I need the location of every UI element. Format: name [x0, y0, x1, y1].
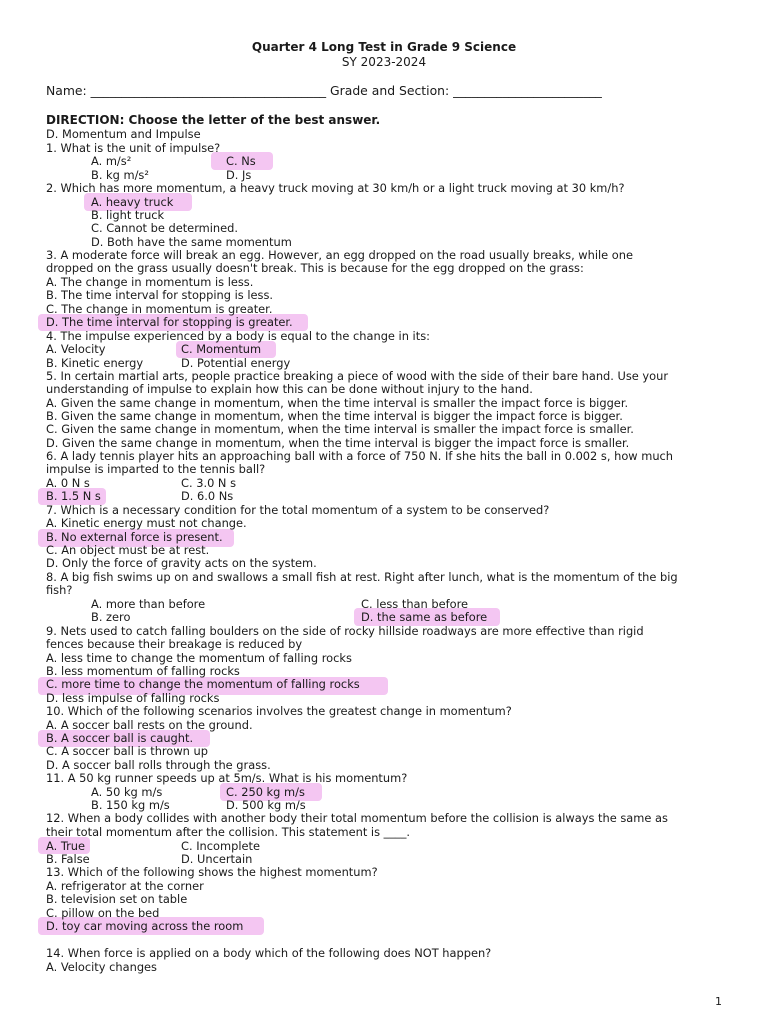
question-text-line: 3. A moderate force will break an egg. However, an egg dropped on the road usually breaks, while one: [46, 248, 634, 262]
question-text-line: B. 1.5 N s: [46, 489, 101, 503]
question-text-line: understanding of impulse to explain how this can be done without injury to the hand.: [46, 382, 533, 396]
question-text-line: D. The time interval for stopping is greater.: [46, 315, 293, 329]
question-text-line: A. Velocity: [46, 342, 106, 356]
question-text-line: A. refrigerator at the corner: [46, 879, 204, 893]
question-text-line: D. Only the force of gravity acts on the system.: [46, 556, 317, 570]
question-text-line: 1. What is the unit of impulse?: [46, 141, 221, 155]
question-text-line: B. A soccer ball is caught.: [46, 731, 194, 745]
question-text-line: A. True: [46, 839, 86, 853]
question-text-line: 13. Which of the following shows the highest momentum?: [46, 865, 378, 879]
question-text-line: C. Ns: [226, 154, 256, 168]
question-text-line: A. less time to change the momentum of falling rocks: [46, 651, 352, 665]
question-text-line: B. kg m/s²: [91, 168, 149, 182]
question-text-line: C. 3.0 N s: [181, 476, 237, 490]
question-text-line: D. toy car moving across the room: [46, 919, 244, 933]
question-text-line: D. Js: [226, 168, 252, 182]
question-text-line: fish?: [46, 583, 73, 597]
direction: DIRECTION: Choose the letter of the best answer.: [46, 113, 381, 127]
question-text-line: B. zero: [91, 610, 131, 624]
question-text-line: B. 150 kg m/s: [91, 798, 170, 812]
question-text-line: D. Uncertain: [181, 852, 253, 866]
question-text-line: B. No external force is present.: [46, 530, 223, 544]
question-text-line: B. less momentum of falling rocks: [46, 664, 240, 678]
question-text-line: C. The change in momentum is greater.: [46, 302, 273, 316]
question-text-line: A. 50 kg m/s: [91, 785, 163, 799]
question-text-line: D. Both have the same momentum: [91, 235, 292, 249]
question-text-line: 10. Which of the following scenarios involves the greatest change in momentum?: [46, 704, 512, 718]
school-year: SY 2023-2024: [341, 55, 427, 69]
name-grade-line: Name: ______________________________________ Grade and Section: ________________________: [46, 83, 602, 98]
question-text-line: A. more than before: [91, 597, 206, 611]
question-text-line: 4. The impulse experienced by a body is equal to the change in its:: [46, 329, 430, 343]
question-text-line: B. The time interval for stopping is less.: [46, 288, 273, 302]
question-text-line: 6. A lady tennis player hits an approaching ball with a force of 750 N. If she hits the ball in 0.002 s, how much: [46, 449, 674, 463]
question-text-line: D. 6.0 Ns: [181, 489, 234, 503]
question-text-line: 11. A 50 kg runner speeds up at 5m/s. What is his momentum?: [46, 771, 408, 785]
question-text-line: D. 500 kg m/s: [226, 798, 306, 812]
question-text-line: C. Momentum: [181, 342, 262, 356]
question-text-line: B. light truck: [91, 208, 165, 222]
question-text-line: A. heavy truck: [91, 195, 174, 209]
topic-heading: D. Momentum and Impulse: [46, 127, 201, 141]
question-text-line: dropped on the grass usually doesn't break. This is because for the egg dropped on the grass:: [46, 261, 584, 275]
question-text-line: 7. Which is a necessary condition for the total momentum of a system to be conserved?: [46, 503, 550, 517]
question-text-line: D. the same as before: [361, 610, 488, 624]
question-text-line: 9. Nets used to catch falling boulders on the side of rocky hillside roadways are more effective than rigid: [46, 624, 644, 638]
question-text-line: C. 250 kg m/s: [226, 785, 305, 799]
question-text-line: A. Kinetic energy must not change.: [46, 516, 247, 530]
question-text-line: 8. A big fish swims up on and swallows a small fish at rest. Right after lunch, what is the momentum of the big: [46, 570, 678, 584]
question-text-line: C. Incomplete: [181, 839, 260, 853]
question-text-line: A. 0 N s: [46, 476, 90, 490]
question-text-line: fences because their breakage is reduced by: [46, 637, 303, 651]
question-text-line: 12. When a body collides with another body their total momentum before the collision is always the same as: [46, 811, 668, 825]
question-text-line: 5. In certain martial arts, people practice breaking a piece of wood with the side of their bare hand. Use your: [46, 369, 669, 383]
question-text-line: C. less than before: [361, 597, 469, 611]
question-text-line: their total momentum after the collision. This statement is ____.: [46, 825, 411, 839]
question-text-line: 14. When force is applied on a body which of the following does NOT happen?: [46, 946, 492, 960]
question-text-line: C. Cannot be determined.: [91, 221, 239, 235]
question-text-line: A. A soccer ball rests on the ground.: [46, 718, 253, 732]
question-text-line: C. more time to change the momentum of falling rocks: [46, 677, 360, 691]
question-text-line: B. False: [46, 852, 90, 866]
question-text-line: A. Given the same change in momentum, when the time interval is smaller the impact force is bigger.: [46, 396, 629, 410]
question-text-line: A. m/s²: [91, 154, 132, 168]
question-text-line: A. The change in momentum is less.: [46, 275, 254, 289]
question-text-line: B. television set on table: [46, 892, 188, 906]
question-text-line: C. A soccer ball is thrown up: [46, 744, 208, 758]
test-title: Quarter 4 Long Test in Grade 9 Science: [251, 40, 517, 54]
question-text-line: impulse is imparted to the tennis ball?: [46, 462, 266, 476]
question-text-line: C. An object must be at rest.: [46, 543, 210, 557]
question-text-line: C. pillow on the bed: [46, 906, 160, 920]
question-text-line: B. Given the same change in momentum, when the time interval is bigger the impact force is bigger.: [46, 409, 623, 423]
question-text-line: B. Kinetic energy: [46, 356, 144, 370]
page-number: 1: [715, 995, 722, 1008]
question-text-line: D. less impulse of falling rocks: [46, 691, 220, 705]
question-text-line: D. A soccer ball rolls through the grass.: [46, 758, 271, 772]
question-text-line: A. Velocity changes: [46, 960, 157, 974]
question-text-line: D. Given the same change in momentum, when the time interval is bigger the impact force is smaller.: [46, 436, 630, 450]
question-text-line: C. Given the same change in momentum, when the time interval is smaller the impact force is smaller.: [46, 422, 634, 436]
question-text-line: 2. Which has more momentum, a heavy truck moving at 30 km/h or a light truck moving at 30 km/h?: [46, 181, 625, 195]
question-text-line: D. Potential energy: [181, 356, 291, 370]
